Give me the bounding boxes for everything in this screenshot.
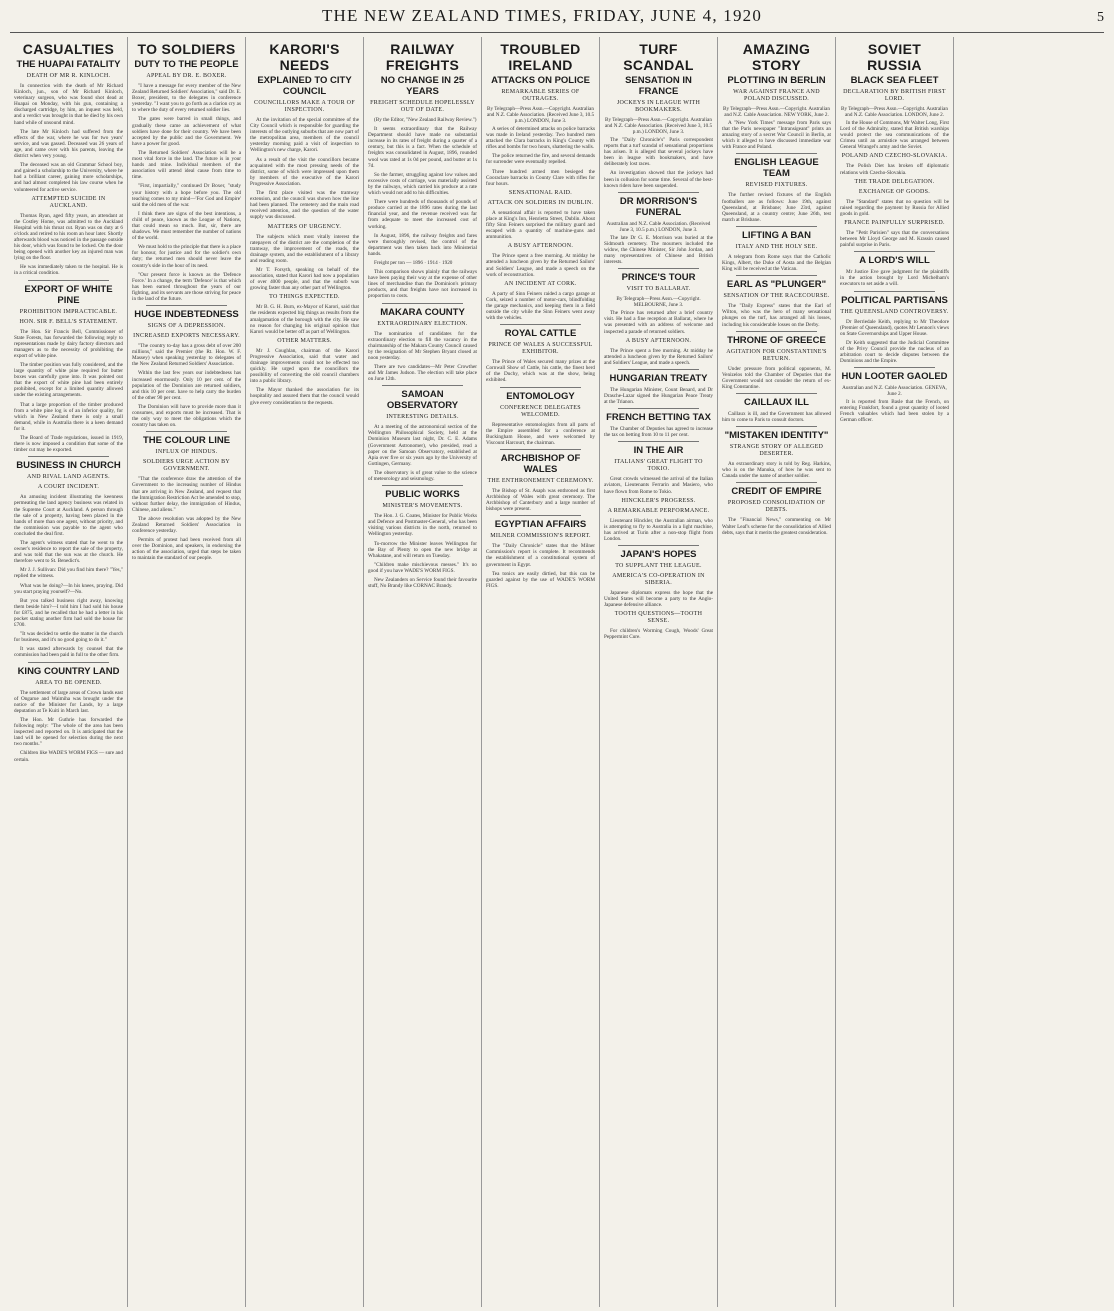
article-headline: ARCHBISHOP OF WALES bbox=[500, 452, 581, 475]
article-paragraph: The Hungarian Minister, Count Benard, and Dr Drasche-Lazar signed the Hungarian Peace Treaty at the Trianon. bbox=[604, 386, 713, 406]
article-dateline: By Telegraph—Press Assn.—Copyright. Australian and N.Z. Cable Association. LONDON, June 2. bbox=[841, 106, 948, 118]
article-divider bbox=[618, 441, 699, 442]
article-paragraph: It was stated afterwards by counsel that the commission had been paid in full to the other firm. bbox=[14, 646, 123, 659]
article-subheading: AN INCIDENT AT CORK. bbox=[504, 280, 577, 287]
article-headline: EXPORT OF WHITE PINE bbox=[24, 283, 113, 306]
article-subheading: FRANCE PAINFULLY SURPRISED. bbox=[844, 219, 945, 226]
article-paragraph: The above resolution was adopted by the New Zealand Returned Soldiers' Association in conference yesterday. bbox=[132, 515, 241, 535]
article-subheading: HINCKLER'S PROGRESS. bbox=[621, 497, 696, 504]
article-paragraph: The "Petit Parisien" says that the conversations between Mr Lloyd George and M. Krassin caused painful surprise in Paris. bbox=[840, 229, 949, 249]
article-subheading: FREIGHT SCHEDULE HOPELESSLY OUT OF DATE. bbox=[370, 100, 475, 113]
column-headline: AMAZING STORY bbox=[742, 41, 811, 73]
article-paragraph: The nomination of candidates for the extraordinary election to fill the vacancy in the chairmanship of the Makara County Council caused by the resignation of Mr Stephen Bryant closed at noon yesterday. bbox=[368, 330, 477, 361]
article-divider bbox=[854, 367, 935, 368]
article-headline: EXPLAINED TO CITY COUNCIL bbox=[257, 75, 352, 97]
article-dateline: By Telegraph—Press Assn.—Copyright. MELBOURNE, June 3. bbox=[616, 296, 701, 309]
article-paragraph: The Hon. Sir Francis Bell, Commissioner of State Forests, has forwarded the following reply to representations made by dairy factory directors and managers as to the necessity of prohibiting the export of white pine. bbox=[14, 328, 123, 359]
article-subheading: PROHIBITION IMPRACTICABLE. bbox=[19, 308, 118, 315]
article-paragraph: Children like WADE'S WORM FIGS — sure and certain. bbox=[14, 750, 123, 763]
article-paragraph: The agent's witness stated that he went to the owner's residence to report the sale of the property, and was told that the sun was at the church. He therefore went to St. Benedict's. bbox=[14, 539, 123, 565]
article-headline: BUSINESS IN CHURCH bbox=[16, 460, 121, 472]
article-paragraph: "It was decided to settle the matter in the church for business, and it's no good going to do it." bbox=[14, 631, 123, 644]
newspaper-title: THE NEW ZEALAND TIMES, FRIDAY, JUNE 4, 1920 bbox=[321, 6, 763, 25]
article-subheading: ATTEMPTED SUICIDE IN AUCKLAND. bbox=[31, 195, 106, 209]
article-headline: SAMOAN OBSERVATORY bbox=[386, 389, 459, 412]
article-headline: ENGLISH LEAGUE TEAM bbox=[734, 157, 819, 180]
article-headline: KING COUNTRY LAND bbox=[17, 665, 120, 677]
article-headline: PUBLIC WORKS bbox=[385, 489, 460, 501]
article-paragraph: The "Daily Express" states that the Earl of Wilton, who was the hero of many sensational plunges on the turf, has arranged all his losses, including his considerable losses on the Derby. bbox=[722, 303, 831, 328]
column-headline: TROUBLED IRELAND bbox=[500, 41, 581, 73]
article-headline: A LORD'S WILL bbox=[859, 255, 930, 267]
article-subheading: APPEAL BY DR. E. BOXER. bbox=[146, 73, 227, 79]
article-paragraph: What was he doing?—In his knees, praying. Did you start praying yourself?—No. bbox=[14, 582, 123, 595]
article-headline: LIFTING A BAN bbox=[742, 229, 811, 241]
article-paragraph: So the farmer, struggling against low values and excessive costs of carriage, was materially assisted by the railways, which carried his produce at a rate which would not add to his difficulties. bbox=[368, 171, 477, 197]
article-subheading: OTHER MATTERS. bbox=[277, 337, 332, 344]
article-paragraph: The Returned Soldiers' Association will be a most vital force in the land. The future is in your hands and mine. Individual members of the association will attend ideal cause from time to time. bbox=[132, 149, 241, 181]
article-paragraph: The first place visited was the tramway extension, and the council was shown how the line had been planned. The cemetery and the main road received attention, and the question of the water supply was discussed. bbox=[250, 190, 359, 221]
article-headline: CAILLAUX ILL bbox=[744, 396, 809, 408]
article-subheading: MINISTER'S MOVEMENTS. bbox=[382, 503, 463, 510]
article-paragraph: The Hon. Mr Guthrie has forwarded the following reply: "The whole of the area has been inspected and reported on. It is anticipated that the land will be opened for selection during the next two months." bbox=[14, 716, 123, 748]
article-subheading: THE QUEENSLAND CONTROVERSY. bbox=[840, 308, 949, 315]
article-paragraph: For children's Worming Cough, Woods' Great Peppermint Cure. bbox=[604, 628, 713, 641]
article-subheading: POLAND AND CZECHO-SLOVAKIA. bbox=[841, 153, 948, 160]
article-divider bbox=[736, 393, 817, 394]
article-paragraph: The Chamber of Deputies has agreed to increase the tax on betting from 10 to 11 per cent. bbox=[604, 426, 713, 439]
article-subheading: REVISED FIXTURES. bbox=[745, 182, 808, 189]
article-subheading: WAR AGAINST FRANCE AND POLAND DISCUSSED. bbox=[733, 89, 820, 102]
article-dateline: By Telegraph—Press Assn.—Copyright. Australian and N.Z. Cable Association. NEW YORK, June 2. bbox=[723, 106, 830, 118]
article-subheading: SENSATIONAL RAID. bbox=[508, 189, 573, 196]
article-paragraph: The gates were barred in small things, and gradually these came an achievement of what soldiers have done for their country. We have been accepted by the public and the Government. We have a power for good. bbox=[132, 116, 241, 147]
article-paragraph: I think there are signs of the best intentions, a child of peace, known as the League of Nations, that could mean so much. But, sir, there are shadows. We must remember the number of nations of the world. bbox=[132, 210, 241, 242]
article-subheading: THE TRADE DELEGATION. bbox=[854, 178, 935, 185]
article-paragraph: An investigation showed that the jockeys had been in collusion for some time. Several of the best-known riders have been suspended. bbox=[604, 170, 713, 189]
article-divider bbox=[854, 291, 935, 292]
article-paragraph: The timber position was fully considered, and the large quantity of white pine required for butter boxes was carefully gone into. It was pointed out that the export of white pine had been entirely prohibited, except for a limited quantity allowed under the existing arrangements. bbox=[14, 362, 123, 399]
article-headline: BLACK SEA FLEET bbox=[850, 75, 939, 86]
article-subheading: PRINCE OF WALES A SUCCESSFUL EXHIBITOR. bbox=[488, 342, 593, 356]
column-soviet bbox=[836, 37, 954, 1307]
article-headline: "MISTAKEN IDENTITY" bbox=[724, 430, 829, 442]
article-subheading: DEATH OF MR R. KINLOCH. bbox=[26, 73, 111, 79]
article-dateline: Australian and N.Z. Cable Association. GENEVA, June 2. bbox=[842, 385, 947, 398]
article-headline: NO CHANGE IN 25 YEARS bbox=[380, 75, 465, 97]
column-headline: SOVIET RUSSIA bbox=[867, 41, 922, 73]
article-divider bbox=[146, 431, 227, 432]
article-dateline: Australian and N.Z. Cable Association. (Received June 3, 10.5 p.m.) LONDON, June 3. bbox=[606, 220, 711, 233]
article-paragraph: Mr B. G. H. Burn, ex-Mayor of Karori, said that the residents expected big things as results from the amalgamation of the borough with the city. He saw no reason for changing his original opinion that Karori would be better off as part of Wellington. bbox=[250, 304, 359, 335]
article-paragraph: In August, 1896, the railway freights and fares were thoroughly revised, the control of the department was then taken back into Ministerial hands. bbox=[368, 232, 477, 257]
article-paragraph: The Bishop of St. Asaph was enthroned as first Archbishop of Wales with great ceremony. The Archbishop of Canterbury and a large number of bishops were present. bbox=[486, 487, 595, 513]
article-subheading: COUNCILLORS MAKE A TOUR OF INSPECTION. bbox=[254, 100, 355, 113]
article-paragraph: In the House of Commons, Mr Walter Long, First Lord of the Admiralty, stated that British warships would protect the sea communications of the Crimea until an armistice was arranged between General Wrangel's army and the Soviet. bbox=[840, 120, 949, 151]
article-divider bbox=[500, 387, 581, 388]
article-divider bbox=[382, 485, 463, 486]
article-divider bbox=[618, 408, 699, 409]
article-paragraph: Thomas Ryan, aged fifty years, an attendant at the Costley Home, was admitted to the Auckland Hospital with his throat cut. Ryan was on duty at 6 o'clock and retired to his room an hour later. Shortly afterwards blood was noticed in the passage outside his door, which was found to be locked. On the door being opened with another key an injured man was lying on the floor. bbox=[14, 212, 123, 262]
article-paragraph: Within the last few years our indebtedness has increased enormously. Only 10 per cent. of the population of the Dominion are returned soldiers, and this 10 per cent. have to help carry the burden of the other 90 per cent. bbox=[132, 370, 241, 401]
article-paragraph: The police returned the fire, and several demands for surrender were eventually repelled. bbox=[486, 153, 595, 166]
article-divider bbox=[28, 456, 109, 457]
article-paragraph: In connection with the death of Mr Richard Kinloch, jun., son of Mr Richard Kinloch, veterinary surgeon, who was found shot dead at Huapai on Monday, with his gun, containing a discharged cartridge, by him, an inquest was held, and a verdict was brought in that he died by his own hand while of unsound mind. bbox=[14, 83, 123, 126]
article-headline: FRENCH BETTING TAX bbox=[606, 412, 711, 424]
column-karori bbox=[246, 37, 364, 1307]
article-paragraph: This comparison shows plainly that the railways have been paying their way at the expense of other lines of merchandise than the Dominion's primary products, and that freights have not increased in proportion to costs. bbox=[368, 269, 477, 300]
column-headline: TO SOLDIERS bbox=[137, 41, 236, 57]
article-headline: SENSATION IN FRANCE bbox=[625, 75, 692, 97]
article-paragraph: Lieutenant Hinckler, the Australian airman, who is attempting to fly to Australia in a light machine, has arrived at Turin after a non-stop flight from London. bbox=[604, 517, 713, 542]
article-subheading: INFLUX OF HINDUS. bbox=[155, 449, 218, 456]
article-divider bbox=[500, 324, 581, 325]
article-paragraph: A "New York Times" message from Paris says that the Paris newspaper "Intransigeant" prints an amazing story of a secret War Council in Berlin, at which it alleged to have discussed immediate war with France and Poland. bbox=[722, 120, 831, 151]
article-paragraph: Mr J. Coughlan, chairman of the Karori Progressive Association, said that water and drainage improvements could not be effected too quickly. He urged upon the councillors the possibility of converting the old council chambers into a public library. bbox=[250, 347, 359, 385]
article-subheading: AND RIVAL LAND AGENTS. bbox=[27, 474, 110, 481]
article-paragraph: The Prince has returned after a brief country visit. He had a fine reception at Ballarat, where he was presented with an address of welcome and inspected a parade of returned soldiers. bbox=[604, 310, 713, 335]
article-divider bbox=[618, 192, 699, 193]
article-paragraph: A sensational affair is reported to have taken place at King's Inn, Henrietta Street, Dublin. About fifty Sinn Feiners surprised the military guard and escaped with a quantity of machine-guns and ammunition. bbox=[486, 209, 595, 241]
article-subheading: THE ENTHRONEMENT CEREMONY. bbox=[487, 477, 594, 484]
article-paragraph: The Polish Diet has broken off diplomatic relations with Czecho-Slovakia. bbox=[840, 163, 949, 176]
article-paragraph: That a large proportion of the timber produced from a white pine log is of an inferior quality, for which in New Zealand there is only a small demand, while in Australia there is a keen demand for it. bbox=[14, 401, 123, 432]
article-subheading: TO SUPPLANT THE LEAGUE. bbox=[615, 563, 702, 569]
article-headline: ROYAL CATTLE bbox=[504, 328, 577, 340]
article-paragraph: Great crowds witnessed the arrival of the Italian aviators, Lieutenants Ferrarin and Masiero, who have flown from Rome to Tokio. bbox=[604, 476, 713, 495]
columns bbox=[10, 37, 1104, 1307]
article-dateline: By Telegraph—Press Assn.—Copyright. Australian and N.Z. Cable Association. (Received June 3, 10.5 p.m.) LONDON, June 3. bbox=[604, 117, 713, 135]
article-headline: THE COLOUR LINE bbox=[142, 435, 231, 447]
article-subheading: SOLDIERS URGE ACTION BY GOVERNMENT. bbox=[142, 459, 231, 473]
article-paragraph: A telegram from Rome says that the Catholic Kings, Albert, the Duke of Aosta and the Belgian King will be received at the Vatican. bbox=[722, 253, 831, 273]
article-paragraph: Under pressure from political opponents, M. Venizelos told the Chamber of Deputies that the Government would not consider the return of ex-King Constantine. bbox=[722, 365, 831, 390]
article-paragraph: The "Daily Chronicle" states that the Milner Commission's report is complete. It recommends the establishment of a constitutional system of government in Egypt. bbox=[486, 543, 595, 568]
article-paragraph: The deceased was an old Grammar School boy, and gained a scholarship to the University, where he had a brilliant career, gaining more scholarships, and had almost completed his law course when he volunteered for active service. bbox=[14, 162, 123, 193]
article-paragraph: Mr T. Forsyth, speaking on behalf of the association, stated that Karori had now a population of over 4000 people, and that the suburb was growing faster than any other part of Wellington. bbox=[250, 266, 359, 292]
article-paragraph: The Board of Trade regulations, issued in 1919, there is now imposed a condition that some of the timber cut may be exported. bbox=[14, 435, 123, 454]
article-paragraph: A party of Sinn Feiners raided a cargo garage at Cork, seized a number of motor-cars, blindfolding the garage mechanics, and keeping them in a field outside the city while the Sinn Feiners went away with the vehicles. bbox=[486, 290, 595, 322]
article-divider bbox=[500, 515, 581, 516]
article-subheading: REMARKABLE SERIES OF OUTRAGES. bbox=[501, 89, 580, 102]
article-paragraph: New Zealanders on Service found their favourite stuff, No Brandy like CORNAC Brandy. bbox=[368, 576, 477, 590]
article-headline: ENTOMOLOGY bbox=[506, 390, 575, 402]
article-paragraph: Dr Berriedale Keith, replying to Mr Theodore (Premier of Queensland), quotes Mr Lennon's views on State Governorships and Upper House. bbox=[840, 318, 949, 337]
article-paragraph: Three hundred armed men besieged the Cooraclare barracks in County Clare with rifles for four hours. bbox=[486, 168, 595, 187]
article-paragraph: Mr J. J. Sullivan: Did you find him there? "Yes," replied the witness. bbox=[14, 567, 123, 580]
article-headline: JAPAN'S HOPES bbox=[620, 549, 697, 560]
article-divider bbox=[618, 545, 699, 546]
column-soldiers bbox=[128, 37, 246, 1307]
article-subheading: AMERICA'S CO-OPERATION IN SIBERIA. bbox=[612, 573, 705, 586]
article-subheading: A BUSY AFTERNOON. bbox=[507, 243, 574, 250]
article-divider bbox=[618, 268, 699, 269]
article-paragraph: Tea tonics are easily dirtied, but this can be guarded against by the use of WADE'S WORM FIGS. bbox=[486, 570, 595, 589]
article-paragraph: Dr Keith suggested that the Judicial Committee of the Privy Council provide the nucleus of an arbitration court to decide disputes between the Dominions and the Empire. bbox=[840, 339, 949, 365]
article-paragraph: At a meeting of the astronomical section of the Wellington Philosophical Society, held at the Dominion Museum last night, Dr. C. E. Adams (Government Astronomer), who presided, read a paper on the Samoan Observatory, established at Apia over five or six years ago by the University of Gottingen, Germany. bbox=[368, 424, 477, 467]
article-paragraph: "I have a message for every member of the New Zealand Returned Soldiers' Association," said Dr. E. Boxer, president, to the delegates in conference yesterday. "I want you to go forth as a clarion cry as to where the duty of every returned soldier lies. bbox=[132, 83, 241, 114]
article-subheading: SENSATION OF THE RACECOURSE. bbox=[723, 293, 830, 300]
article-paragraph: But you talked business right away, knowing them beside him?—I told him I had sold his house for £875, and he recalled that he had a letter in his pocket stating another firm had sold the house for £700. bbox=[14, 597, 123, 629]
article-headline: HUNGARIAN TREATY bbox=[609, 372, 708, 384]
article-paragraph: Representative entomologists from all parts of the Empire assembled for a conference at Buckingham House, and were welcomed by Viscount Harcourt, the chairman. bbox=[486, 421, 595, 446]
article-paragraph: A series of determined attacks on police barracks was made in Ireland yesterday. Two hundred men attacked the Clara barracks in King's County with rifles and bombs for two hours, shattering the walls. bbox=[486, 126, 595, 151]
article-paragraph: The Mayor thanked the association for its hospitality and assured them that the council would give every consideration to the requests. bbox=[250, 387, 359, 406]
article-divider bbox=[382, 385, 463, 386]
article-paragraph: The "Daily Chronicle's" Paris correspondent reports that a turf scandal of sensational proportions has arisen. It is alleged that several jockeys have been in league with bookmakers, and have deliberately lost races. bbox=[604, 137, 713, 168]
article-divider bbox=[736, 226, 817, 227]
column-headline: TURF SCANDAL bbox=[623, 41, 694, 73]
article-paragraph: As a result of the visit the councillors became acquainted with the most pressing needs of the district, some of which were impressed upon them by members of the executive of the Karori Progressive Association. bbox=[250, 156, 359, 187]
article-paragraph: An amusing incident illustrating the keenness permeating the land agency business was related in the Supreme Court at Auckland. A person through the sale of a property, having been placed in the hands of more than one agent, without priority, and the commission was payable to the agent who concluded the deal first. bbox=[14, 494, 123, 537]
article-headline: ATTACKS ON POLICE bbox=[491, 75, 590, 86]
article-paragraph: To-morrow the Minister leaves Wellington for the Bay of Plenty to open the new bridge at Whakatane, and will return on Tuesday. bbox=[368, 540, 477, 559]
article-dateline: By Telegraph—Press Assn.—Copyright. Australian and N.Z. Cable Association. (Received June 3, 10.5 p.m.) LONDON, June 3. bbox=[486, 106, 595, 124]
article-paragraph: The Hon. J. G. Coates, Minister for Public Works and Defence and Postmaster-General, who has been visiting various districts in the north, returned to Wellington yesterday. bbox=[368, 513, 477, 538]
article-headline: PLOTTING IN BERLIN bbox=[727, 75, 826, 86]
article-headline: POLITICAL PARTISANS bbox=[841, 294, 948, 306]
article-paragraph: The late Mr Kinloch had suffered from the effects of the war, where he was for two years' service, and was gassed. Deceased was 26 years of age, and came over with his parents, leaving the district when very young. bbox=[14, 128, 123, 160]
article-headline: EGYPTIAN AFFAIRS bbox=[494, 519, 587, 531]
article-subheading: DECLARATION BY BRITISH FIRST LORD. bbox=[843, 89, 946, 102]
article-headline: EARL AS "PLUNGER" bbox=[726, 279, 827, 291]
article-subheading: EXCHANGE OF GOODS. bbox=[858, 188, 931, 195]
article-subheading: ATTACK ON SOLDIERS IN DUBLIN. bbox=[487, 199, 594, 206]
article-paragraph: The Prince spent a free morning. At midday he attended a luncheon given by the Returned Sailors' and Soldiers' League, and made a speech. bbox=[604, 347, 713, 366]
article-paragraph: There are two candidates—Mr Peter Crowther and Mr James Judson. The election will take place on June 12th. bbox=[368, 364, 477, 383]
column-casualties bbox=[10, 37, 128, 1307]
article-divider bbox=[736, 482, 817, 483]
column-headline: KARORI'S NEEDS bbox=[269, 41, 340, 73]
column-headline: CASUALTIES bbox=[22, 41, 115, 57]
article-paragraph: Caillaux is ill, and the Government has allowed him to come to Paris to consult doctors. bbox=[722, 410, 831, 424]
article-subheading: TO THINGS EXPECTED. bbox=[269, 294, 340, 301]
article-subheading: EXTRAORDINARY ELECTION. bbox=[377, 320, 468, 327]
article-headline: THE HUAPAI FATALITY bbox=[16, 59, 121, 70]
article-divider bbox=[736, 153, 817, 154]
article-subheading: MATTERS OF URGENCY. bbox=[267, 223, 342, 230]
article-headline: DR MORRISON'S FUNERAL bbox=[619, 195, 698, 218]
article-subheading: A BUSY AFTERNOON. bbox=[625, 337, 692, 344]
article-paragraph: Freight per ton — 1896 · 1914 · 1920 bbox=[374, 259, 453, 266]
article-subheading: PROPOSED CONSOLIDATION OF DEBTS. bbox=[727, 500, 826, 514]
article-paragraph: "First, impartially," continued Dr Boxer, "study your history with a hope before you. The old teaching comes to my mind—'For God and Empire' said the old men of the war. bbox=[132, 183, 241, 208]
article-paragraph: He was immediately taken to the hospital. He is in a critical condition. bbox=[14, 264, 123, 277]
article-paragraph: Permits of protest had been received from all over the Dominion, and speakers, in endorsing the action of the association, urged that steps be taken to maintain the standard of our people. bbox=[132, 537, 241, 562]
article-subheading: A COURT INCIDENT. bbox=[37, 484, 100, 491]
article-paragraph: "That the conference draw the attention of the Government to the increasing number of Hindus that are arriving in New Zealand, and request that the Immigration Restriction Act be amended to stop, without further delay, the immigration of Hindus, Chinese, and aliens." bbox=[132, 476, 241, 513]
masthead bbox=[10, 6, 1104, 33]
article-divider bbox=[736, 426, 817, 427]
article-paragraph: The subjects which most vitally interest the ratepayers of the district are the completion of the tramway, the improvement of the roads, the drainage system, and the establishment of a library and reading room. bbox=[250, 233, 359, 264]
article-headline: IN THE AIR bbox=[633, 445, 684, 457]
article-subheading: A REMARKABLE PERFORMANCE. bbox=[607, 507, 710, 514]
article-paragraph: There were hundreds of thousands of pounds of produce carried at the 1896 rates during the last financial year, and the revenue received was far from adequate to meet the increased cost of working. bbox=[368, 199, 477, 230]
article-paragraph: (By the Editor, "New Zealand Railway Review.") bbox=[374, 117, 477, 123]
article-headline: DUTY TO THE PEOPLE bbox=[134, 59, 239, 70]
article-subheading: VISIT TO BALLARAT. bbox=[626, 286, 691, 293]
article-divider bbox=[618, 369, 699, 370]
article-paragraph: "Children make mischievous messes." It's no good if you have WADE'S WORM FIGS. bbox=[368, 561, 477, 574]
article-paragraph: The Prince spent a free morning. At midday he attended a luncheon given by the Returned Sailors' and Soldiers' League, and made a speech on the work of reconstruction. bbox=[486, 253, 595, 278]
article-divider bbox=[500, 449, 581, 450]
article-divider bbox=[382, 303, 463, 304]
article-paragraph: The observatory is of great value to the science of meteorology and seismology. bbox=[368, 469, 477, 483]
article-subheading: AGITATION FOR CONSTANTINE'S RETURN. bbox=[726, 348, 827, 362]
column-railway bbox=[364, 37, 482, 1307]
article-paragraph: The settlement of large areas of Crown lands east of Ongarue and Waimiha was brought under the notice of the Minister for Lands, by a large deputation at Te Kuiti in March last. bbox=[14, 689, 123, 714]
article-paragraph: The Dominion will have to provide more than it consumes, and exports must be increased. That is the only way to meet the obligations which the country has taken on. bbox=[132, 403, 241, 429]
article-subheading: ITALIANS' GREAT FLIGHT TO TOKIO. bbox=[614, 459, 703, 473]
article-paragraph: The Prince of Wales secured many prizes at the Cornwall Show of Cattle, his cattle, the finest herd of the Duchy, which was at the show, being exhibited. bbox=[486, 359, 595, 384]
article-subheading: TOOTH QUESTIONS—TOOTH SENSE. bbox=[614, 611, 703, 625]
article-divider bbox=[854, 251, 935, 252]
article-headline: CREDIT OF EMPIRE bbox=[731, 486, 822, 498]
column-amazing bbox=[718, 37, 836, 1307]
article-subheading: JOCKEYS IN LEAGUE WITH BOOKMAKERS. bbox=[616, 100, 701, 113]
article-subheading: INTERESTING DETAILS. bbox=[386, 414, 459, 421]
article-headline: MAKARA COUNTY bbox=[380, 306, 465, 318]
article-subheading: STRANGE STORY OF ALLEGED DESERTER. bbox=[729, 444, 824, 458]
page-number: 5 bbox=[1097, 10, 1104, 25]
article-paragraph: The "Standard" states that no question will be raised regarding the payment by Russia for Allied goods in gold. bbox=[840, 198, 949, 217]
article-paragraph: "The country to-day has a gross debt of over 200 millions," said the Premier (the Rt. Hon. W. F. Massey) when speaking yesterday to delegates of the New Zealand Returned Soldiers' Association. bbox=[132, 343, 241, 368]
column-ireland bbox=[482, 37, 600, 1307]
article-headline: HUGE INDEBTEDNESS bbox=[134, 309, 239, 321]
article-subheading: HON. SIR F. BELL'S STATEMENT. bbox=[19, 318, 118, 325]
article-headline: PRINCE'S TOUR bbox=[621, 272, 696, 284]
article-divider bbox=[736, 275, 817, 276]
article-subheading: CONFERENCE DELEGATES WELCOMED. bbox=[500, 404, 581, 418]
article-subheading: SIGNS OF A DEPRESSION. bbox=[147, 323, 226, 330]
article-paragraph: Mr Justice Eve gave judgment for the plaintiffs in the action brought by Lord Michelham's executors to set aside a will. bbox=[840, 269, 949, 288]
column-extra bbox=[954, 37, 1072, 1307]
article-divider bbox=[28, 662, 109, 663]
article-paragraph: An extraordinary story is told by Reg. Harkins, who is on the Manuka, of how he was sent to Canada under the name of another soldier. bbox=[722, 461, 831, 480]
article-paragraph: The late Dr G. E. Morrison was buried at the Sidmouth cemetery. The mourners included the widow, the Chinese Minister, Sir John Jordan, and many representatives of Chinese and British interests. bbox=[604, 234, 713, 266]
article-divider bbox=[28, 280, 109, 281]
article-paragraph: It seems extraordinary that the Railway Department should have made no substantial increase in its rates of freight during a quarter of a century, but this is a fact. When the schedule of freights was consolidated in August, 1896, rounded wool was rated at 1s 0d per pound, and butter at 1s 7d. bbox=[368, 126, 477, 169]
article-headline: THRONE OF GREECE bbox=[727, 334, 826, 346]
column-headline: RAILWAY FREIGHTS bbox=[385, 41, 460, 73]
article-subheading: ITALY AND THE HOLY SEE. bbox=[735, 243, 818, 250]
article-divider bbox=[736, 331, 817, 332]
column-turf bbox=[600, 37, 718, 1307]
article-paragraph: The "Financial News," commenting on Mr Walter Leaf's scheme for the consolidation of Allied debts, says that it merits the greatest consideration. bbox=[722, 517, 831, 536]
article-paragraph: We must hold to the principle that there is a place for honour, for justice and for the soldier's own duty; the returned men should never leave the country's side in the hour of its need. bbox=[132, 244, 241, 269]
article-paragraph: "Our present force is known as the 'Defence Force.' In a change, the term 'Defence' is that which has been earned throughout the years of our fighting, and its servants are those striving for peace in the land of the future. bbox=[132, 271, 241, 302]
article-subheading: AREA TO BE OPENED. bbox=[35, 679, 102, 686]
article-divider bbox=[146, 305, 227, 306]
article-paragraph: It is reported from Basle that the French, on entering Frankfort, found a great quantity of looted French valuables which had been stolen by a German officer. bbox=[840, 399, 949, 424]
article-paragraph: The further revised fixtures of the English footballers are as follows: June 19th, against Queensland, at Brisbane; June 23rd, against Queensland, at a country centre; June 26th, test match at Brisbane. bbox=[722, 192, 831, 223]
article-subheading: MILNER COMMISSION'S REPORT. bbox=[490, 533, 591, 540]
article-paragraph: Japanese diplomats express the hope that the United States will become a party to the Anglo-Japanese defensive alliance. bbox=[604, 590, 713, 609]
article-paragraph: At the invitation of the special committee of the City Council which is responsible for guarding the interests of the outlying suburbs that are now part of the metropolitan area, members of the council yesterday morning paid a visit of inspection to Wellington's new charge, Karori. bbox=[250, 117, 359, 154]
article-headline: HUN LOOTER GAOLED bbox=[841, 371, 948, 383]
article-subheading: INCREASED EXPORTS NECESSARY. bbox=[133, 333, 240, 340]
